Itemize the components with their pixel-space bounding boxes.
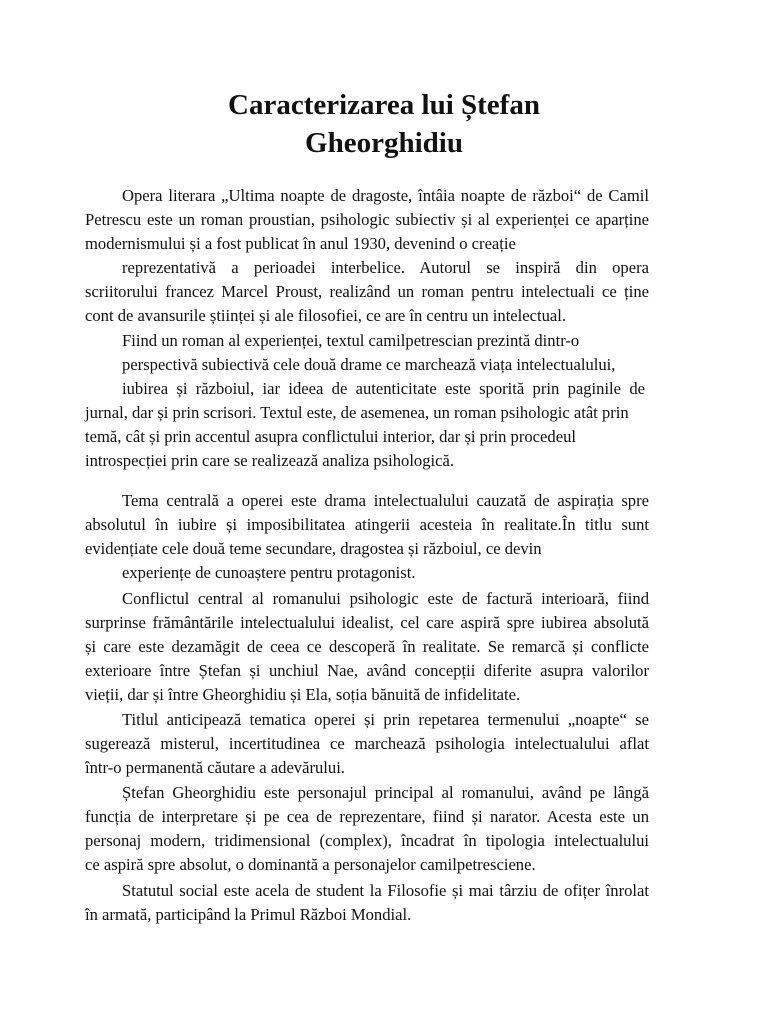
text-line: introspecției prin care se realizează analiza psihologică.	[85, 451, 455, 470]
text-line: într-o permanentă căutare a adevărului.	[85, 758, 345, 777]
text-line: vieții, dar și între Gheorghidiu și Ela, soția bănuită de infidelitate.	[85, 685, 521, 704]
text-line: reprezentativă a perioadei interbelice. Autorul se inspiră din opera	[122, 258, 649, 277]
text-line: Titlul anticipează tematica operei și prin repetarea termenului „noapte“ se	[122, 710, 649, 729]
text-line: absolutul în iubire și imposibilitatea atingerii acesteia în realitate.În titlu sunt	[85, 515, 649, 534]
text-line: temă, cât și prin accentul asupra conflictului interior, dar și prin procedeul	[85, 427, 576, 446]
text-line: personaj modern, tridimensional (complex), încadrat în tipologia intelectualului	[85, 831, 649, 850]
text-line: în armată, participând la Primul Război Mondial.	[85, 905, 412, 924]
text-line: surprinse frământările intelectualului idealist, cel care aspiră spre iubirea absolută	[85, 613, 649, 632]
document-title	[0, 86, 768, 162]
text-line: ce aspiră spre absolut, o dominantă a personajelor camilpetresciene.	[85, 855, 536, 874]
text-line: Fiind un roman al experienței, textul camilpetrescian prezintă dintr-o	[122, 331, 580, 350]
text-line: și care este dezamăgit de ceea ce descoperă în realitate. Se remarcă și conflicte	[85, 637, 649, 656]
title-line-2: Gheorghidiu	[305, 127, 463, 159]
text-line: Conflictul central al romanului psihologic este de factură interioară, fiind	[122, 589, 649, 608]
text-line: Opera literara „Ultima noapte de dragoste, întâia noapte de război“ de Camil	[122, 186, 649, 205]
text-line: cont de avansurile științei și ale filosofiei, ce are în centru un intelectual.	[85, 306, 567, 325]
text-line: funcția de interpretare și pe cea de reprezentare, fiind și narator. Acesta este un	[85, 807, 649, 826]
text-line: Ștefan Gheorghidiu este personajul principal al romanului, având pe lângă	[122, 783, 649, 802]
text-line: evidențiate cele două teme secundare, dragostea și războiul, ce devin	[85, 539, 542, 558]
text-line: iubirea și războiul, iar ideea de autenticitate este sporită prin paginile de	[122, 379, 645, 398]
text-line: experiențe de cunoaștere pentru protagonist.	[122, 563, 416, 582]
text-line: perspectivă subiectivă cele două drame ce marchează viața intelectualului,	[122, 355, 616, 374]
title-line-1: Caracterizarea lui Ștefan	[228, 89, 540, 121]
text-line: scriitorului francez Marcel Proust, realizând un roman pentru intelectuali ce ține	[85, 282, 649, 301]
text-line: Tema centrală a operei este drama intelectualului cauzată de aspirația spre	[122, 491, 649, 510]
text-line: modernismului și a fost publicat în anul 1930, devenind o creație	[85, 234, 516, 253]
text-line: sugerează misterul, incertitudinea ce marchează psihologia intelectualului aflat	[85, 734, 649, 753]
text-line: Petrescu este un roman proustian, psihologic subiectiv și al experienței ce aparține	[85, 210, 649, 229]
text-line: jurnal, dar și prin scrisori. Textul este, de asemenea, un roman psihologic atât prin	[85, 403, 629, 422]
text-line: Statutul social este acela de student la Filosofie și mai târziu de ofițer înrolat	[122, 881, 649, 900]
text-line: exterioare între Ștefan și unchiul Nae, având concepții diferite asupra valorilor	[85, 661, 649, 680]
